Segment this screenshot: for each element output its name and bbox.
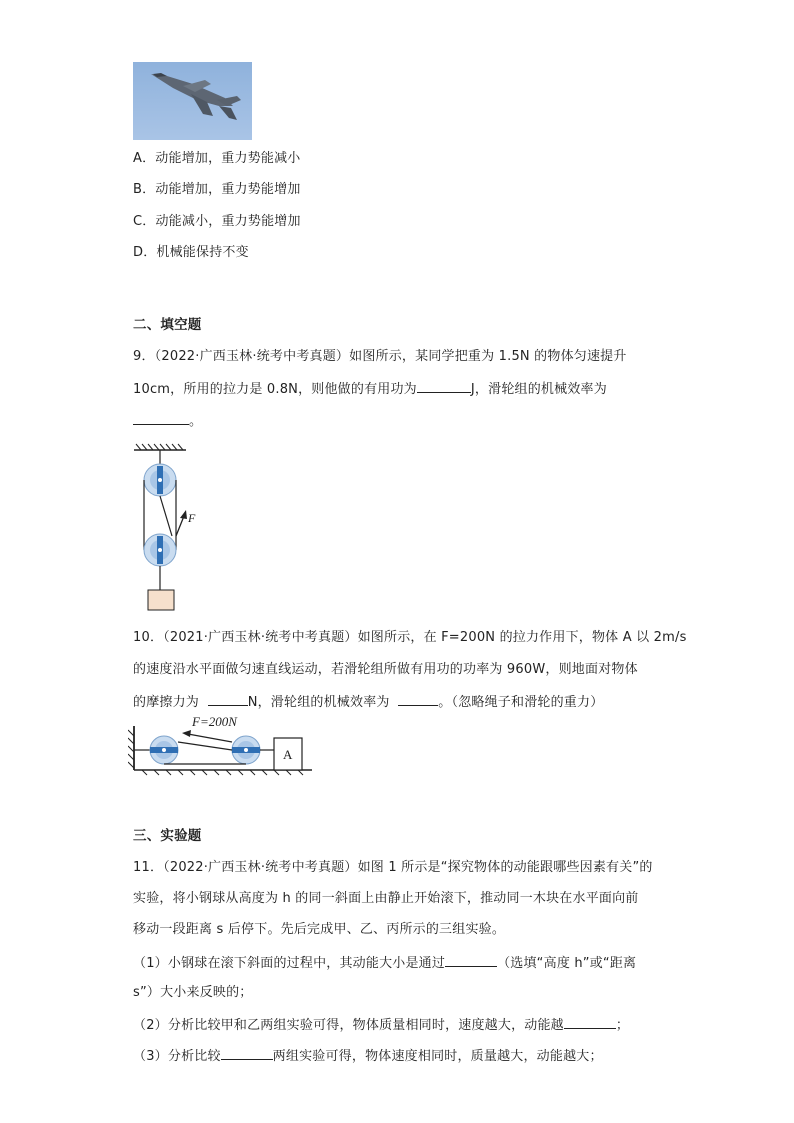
pulley-figure-horizontal <box>128 712 318 776</box>
q11-line1: 11．（2022·广西玉林·统考中考真题）如图 1 所示是“探究物体的动能跟哪些因素有关”的 <box>133 860 653 875</box>
q11-p3 <box>133 1046 603 1066</box>
q11-blank-1[interactable] <box>445 953 497 967</box>
q9-blank-efficiency[interactable] <box>133 411 189 425</box>
q10-line3-a: 的摩擦力为 <box>133 695 200 710</box>
block-a-label: A <box>283 747 293 762</box>
q11-p2-a: （2）分析比较甲和乙两组实验可得，物体质量相同时，速度越大，动能越 <box>133 1018 564 1033</box>
option-d: D．机械能保持不变 <box>133 245 249 260</box>
q11-p2-b: ； <box>615 1018 630 1033</box>
q9-line1: 9．（2022·广西玉林·统考中考真题）如图所示，某同学把重为 1.5N 的物体匀速提升 <box>133 349 627 364</box>
q10-line1: 10．（2021·广西玉林·统考中考真题）如图所示，在 F=200N 的拉力作用下，物体 A 以 2m/s <box>133 630 687 645</box>
moving-pulley-right <box>232 736 260 764</box>
moving-pulley <box>144 534 176 566</box>
q11-p1-cont: s”）大小来反映的； <box>133 985 253 1000</box>
q9-line2-a: 10cm，所用的拉力是 0.8N，则他做的有用功为 <box>133 382 417 397</box>
q10-line3 <box>133 692 603 712</box>
q11-blank-2[interactable] <box>564 1015 616 1029</box>
q9-line2 <box>133 379 607 399</box>
q11-p1-b: （选填“高度 h”或“距离 <box>497 956 637 971</box>
q11-p3-a: （3）分析比较 <box>133 1049 221 1064</box>
q10-blank-efficiency[interactable] <box>398 692 438 706</box>
pulley-figure-vertical <box>126 440 216 615</box>
q11-line2: 实验，将小钢球从高度为 h 的同一斜面上由静止开始滚下，推动同一木块在水平面向前 <box>133 891 639 906</box>
q11-blank-3[interactable] <box>221 1046 273 1060</box>
q11-p2 <box>133 1015 629 1035</box>
option-a: A．动能增加，重力势能减小 <box>133 151 301 166</box>
force-label-f: F <box>188 511 196 525</box>
fixed-pulley-left <box>150 736 178 764</box>
q11-p3-b: 两组实验可得，物体速度相同时，质量越大，动能越大； <box>272 1049 603 1064</box>
q10-blank-friction[interactable] <box>208 692 248 706</box>
q11-line3: 移动一段距离 s 后停下。先后完成甲、乙、丙所示的三组实验。 <box>133 922 506 937</box>
q9-blank-work[interactable] <box>417 379 471 393</box>
fixed-pulley <box>144 464 176 496</box>
q9-line3 <box>133 411 202 431</box>
section-title-fill-in: 二、填空题 <box>133 317 202 333</box>
q11-p1-a: （1）小钢球在滚下斜面的过程中，其动能大小是通过 <box>133 956 446 971</box>
q10-line3-b: N，滑轮组的机械效率为 <box>247 695 390 710</box>
q9-line3-end: 。 <box>189 414 203 429</box>
section-title-experiment: 三、实验题 <box>133 828 202 844</box>
load-block <box>148 590 174 610</box>
option-b: B．动能增加，重力势能增加 <box>133 182 301 197</box>
jet-photo <box>133 62 252 140</box>
force-label-200n: F=200N <box>192 714 237 729</box>
option-c: C．动能减小，重力势能增加 <box>133 214 301 229</box>
q9-line2-b: J，滑轮组的机械效率为 <box>470 382 607 397</box>
q10-line2: 的速度沿水平面做匀速直线运动，若滑轮组所做有用功的功率为 960W，则地面对物体 <box>133 662 638 677</box>
q10-line3-c: 。（忽略绳子和滑轮的重力） <box>438 695 604 710</box>
q11-p1 <box>133 953 636 973</box>
